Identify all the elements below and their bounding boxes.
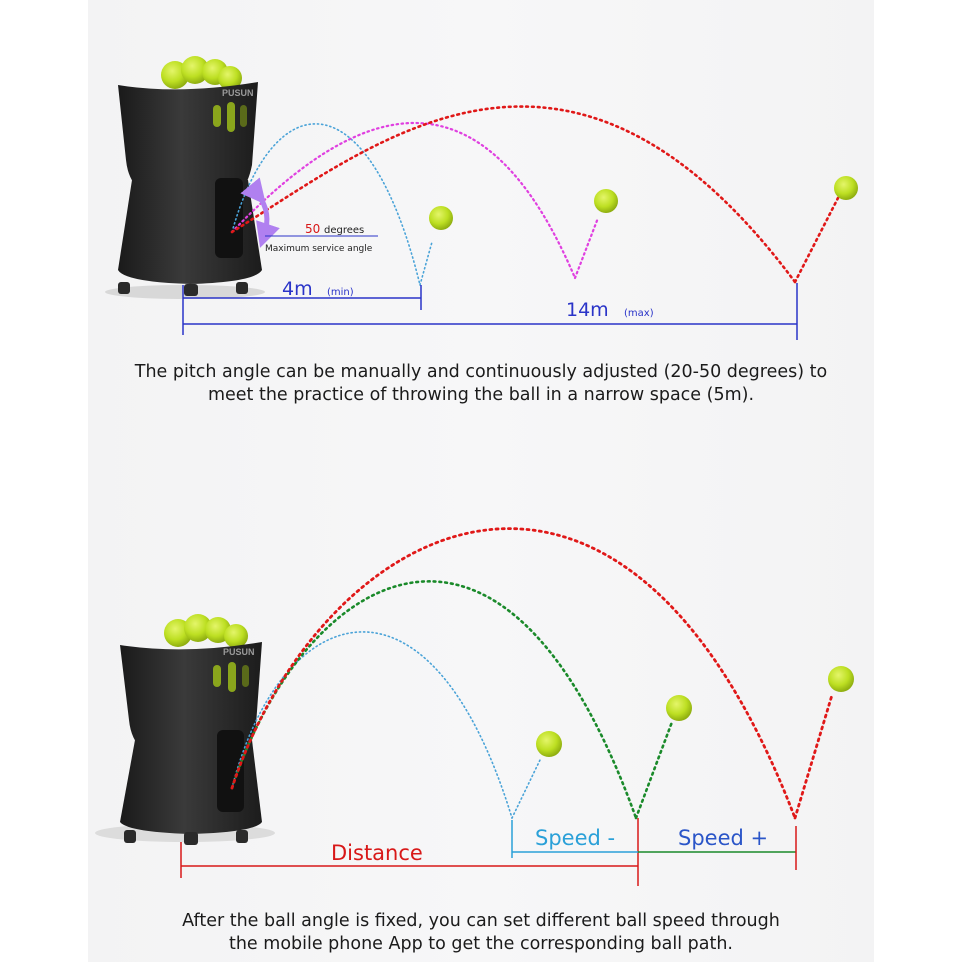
ball-bottom-2 [666,695,692,721]
top-caption [88,361,874,407]
ball-top-3 [834,176,858,200]
max-distance-tag: (max) [624,308,654,319]
ball-machine-bottom [95,614,275,845]
angle-value: 50 [305,222,321,236]
angle-unit: degrees [324,225,365,236]
bottom-trajectories [232,529,832,818]
red-max-path [232,107,795,282]
top-caption-line-2: meet the practice of throwing the ball in a narrow space (5m). [207,385,755,405]
ball-top-2 [594,189,618,213]
ball-bottom-3 [828,666,854,692]
brand-logo-bottom: PUSUN [223,647,255,657]
speed-plus-label: Speed + [678,826,769,850]
ball-top-1 [429,206,453,230]
brand-logo-top: PUSUN [222,88,254,98]
min-distance-tag: (min) [327,287,354,298]
top-dimension-lines [183,278,797,340]
speed-minus-label: Speed - [535,826,616,850]
bottom-caption-line-2: the mobile phone App to get the corresponding ball path. [228,934,733,954]
max-distance-value: 14m [566,299,609,321]
bottom-caption [88,910,874,956]
min-distance-value: 4m [282,278,313,300]
distance-label: Distance [331,841,423,865]
ball-bottom-1 [536,731,562,757]
bottom-dimension-lines [181,818,796,886]
angle-annotation [265,222,378,254]
red-fast-path [232,529,795,818]
angle-arrow [258,195,267,236]
angle-note: Maximum service angle [265,244,373,254]
blue-slow-path [232,632,512,818]
ball-machine-top [105,56,265,299]
green-mid-path [232,581,636,818]
top-trajectories [232,107,838,285]
bottom-caption-line-1: After the ball angle is fixed, you can set different ball speed through [182,911,780,931]
top-caption-line-1: The pitch angle can be manually and continuously adjusted (20-50 degrees) to [134,362,828,382]
